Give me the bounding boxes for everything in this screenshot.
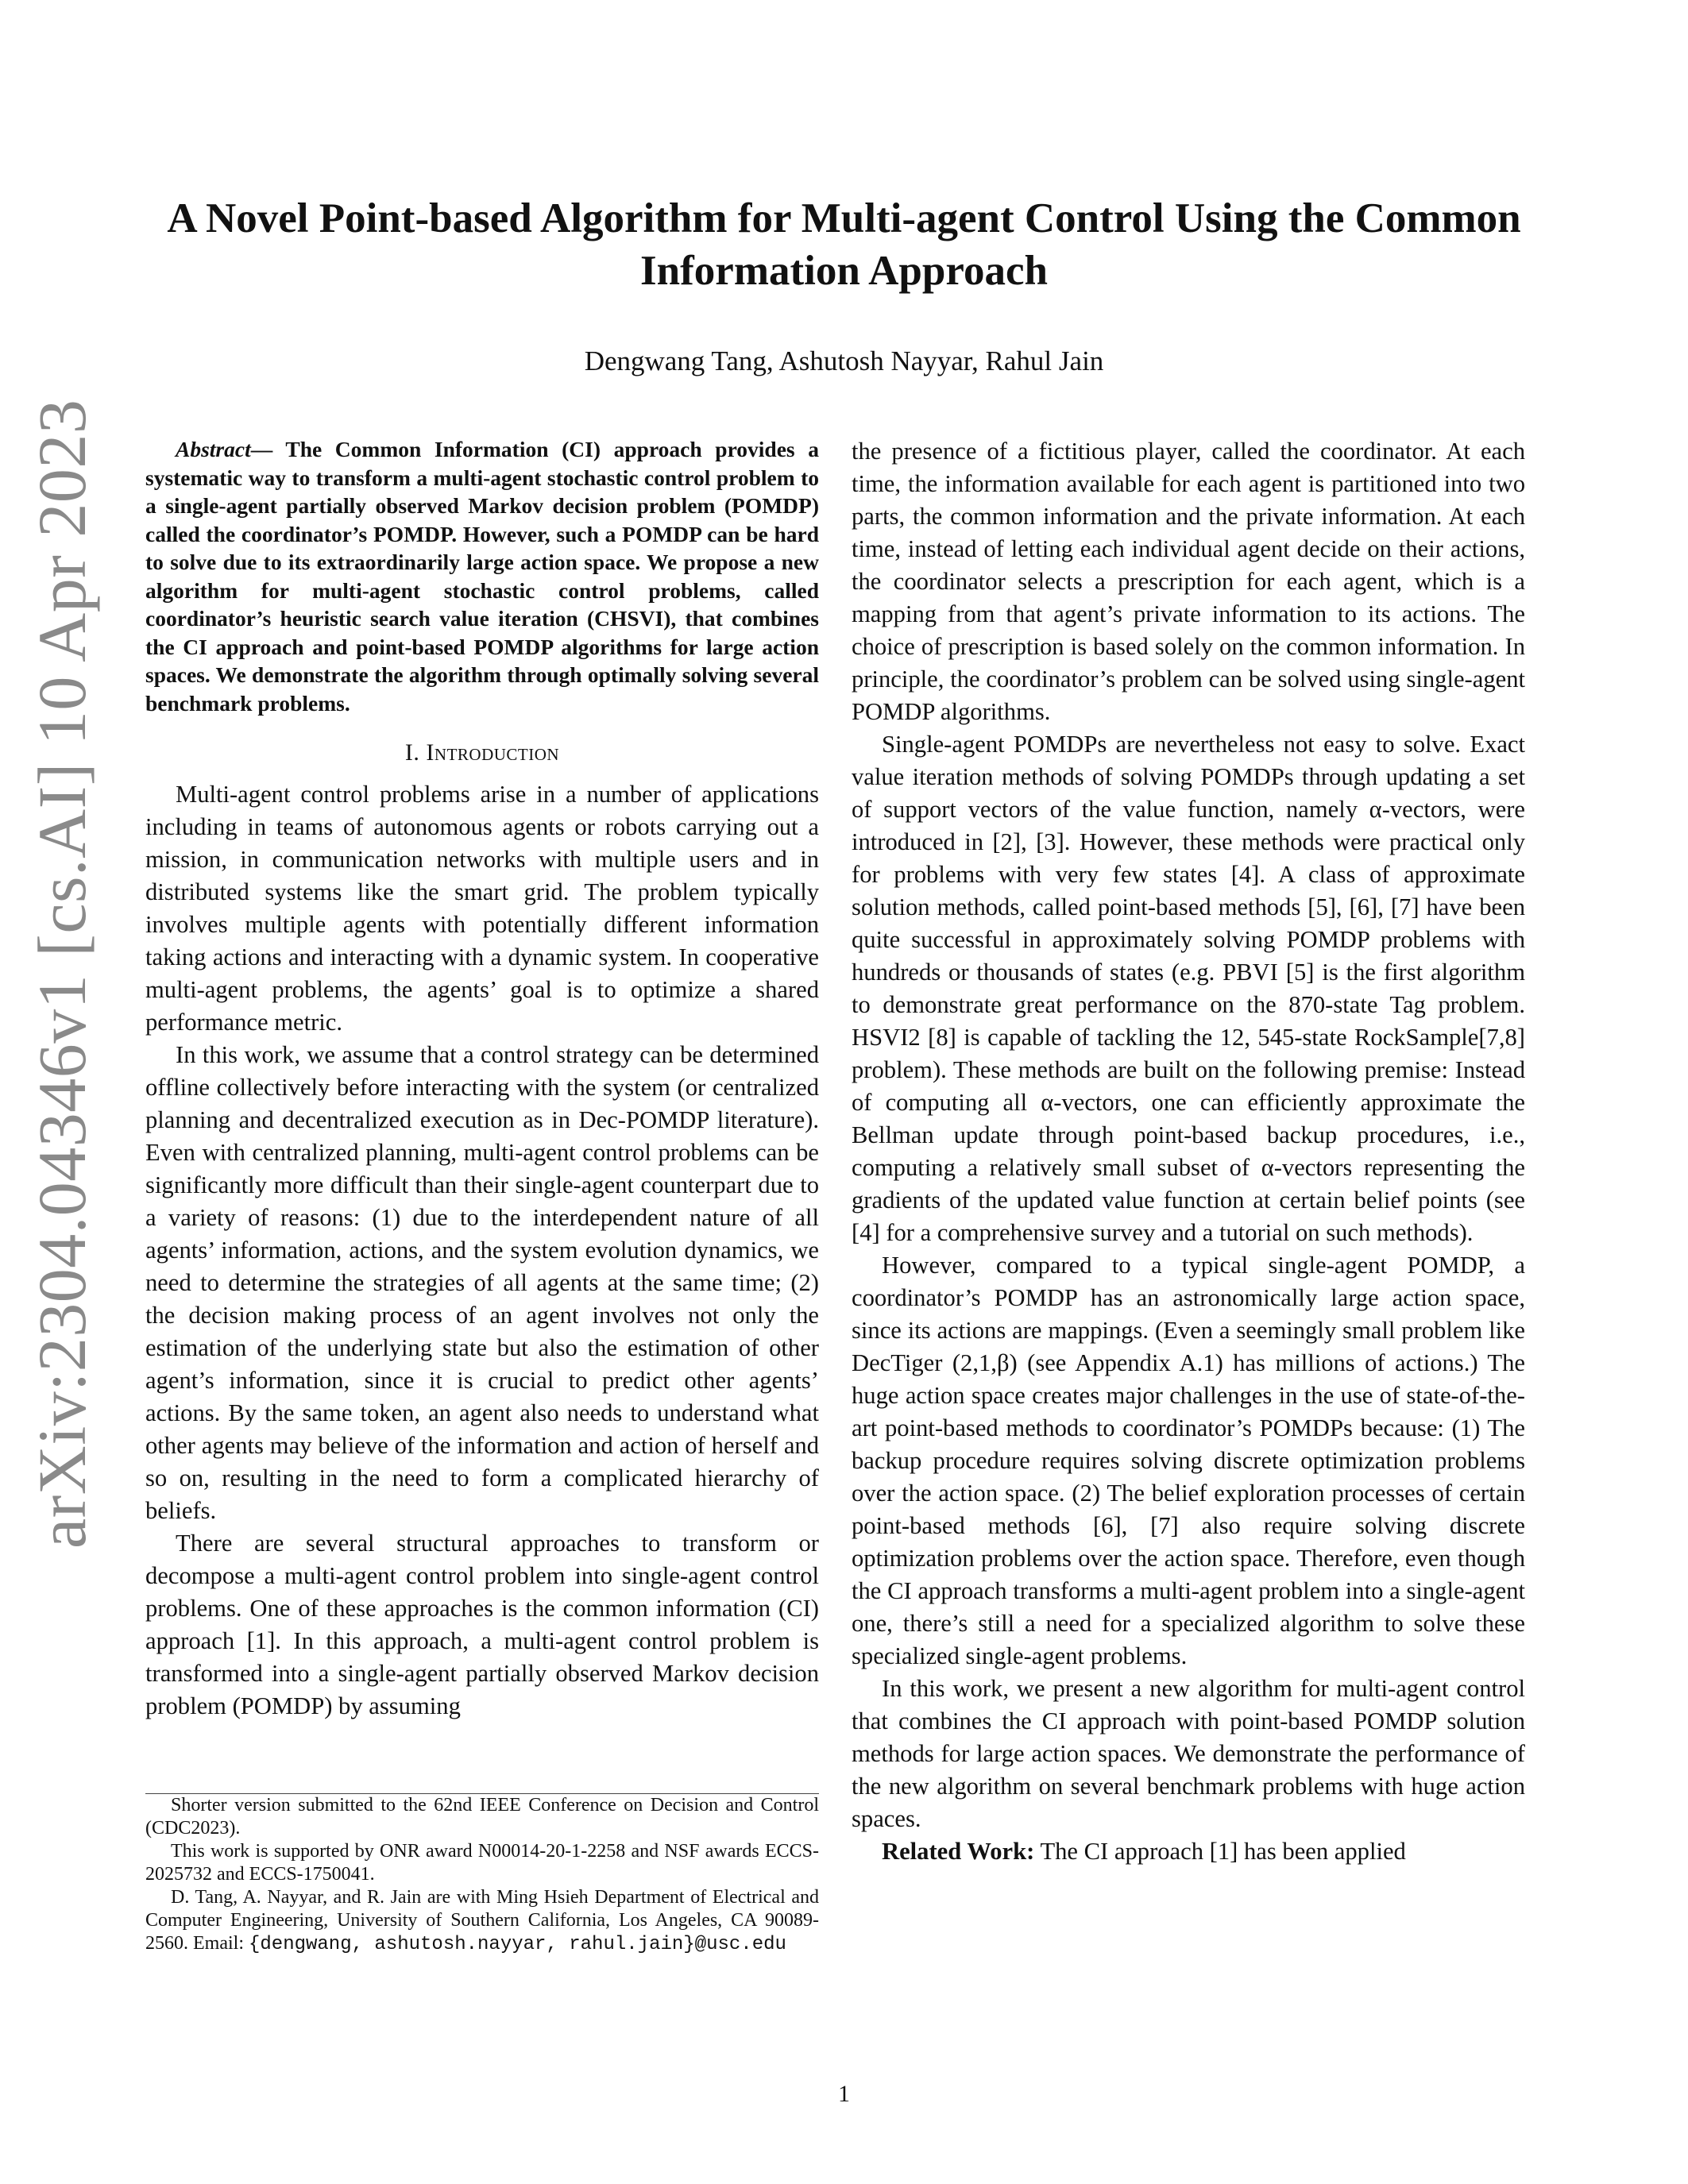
right-column xyxy=(852,435,1525,1868)
arxiv-sidebar-stamp: arXiv:2304.04346v1 [cs.AI] 10 Apr 2023 xyxy=(24,399,100,1549)
section-number: I. xyxy=(404,739,420,766)
footnote-submission: Shorter version submitted to the 62nd IEEE Conference on Decision and Control (CDC2023). xyxy=(145,1795,819,1839)
abstract xyxy=(145,435,819,717)
related-work-paragraph xyxy=(852,1835,1525,1868)
related-work-text: The CI approach [1] has been applied xyxy=(1034,1838,1406,1865)
right-paragraph-2: Single-agent POMDPs are nevertheless not easy to solve. Exact value iteration methods of solving POMDPs through updating a set of support vectors of the value function, namely α-vectors, were introduced in [2], [3]. However, these methods were practical only for problems with very few states [4]. A class of approximate solution methods, called point-based methods [5], [6], [7] have been quite successful in approximately solving POMDP problems with hundreds or thousands of states (e.g. PBVI [5] is the first algorithm to demonstrate great performance on the 870-state Tag problem. HSVI2 [8] is capable of tackling the 12, 545-state RockSample[7,8] problem). These methods are built on the following premise: Instead of computing all α-vectors, one can efficiently approximate the Bellman update through point-based backup procedures, i.e., computing a relatively small subset of α-vectors representing the gradients of the updated value function at certain belief points (see [4] for a comprehensive survey and a tutorial on such methods). xyxy=(852,731,1525,1246)
footnote-affiliation-text: D. Tang, A. Nayyar, and R. Jain are with Ming Hsieh Department of Electrical and Computer Engineering, University of Southern California, Los Angeles, CA 90089-2560. Email: xyxy=(145,1887,819,1954)
footnote-email: {dengwang, ashutosh.nayyar, rahul.jain}@usc.edu xyxy=(248,1934,786,1955)
footnote-affiliation xyxy=(145,1886,819,1956)
intro-paragraph-2: In this work, we assume that a control strategy can be determined offline collectively before interacting with the system (or centralized planning and decentralized execution as in Dec-POMDP literature). Even with centralized planning, multi-agent control problems can be significantly more difficult than their single-agent counterpart due to a variety of reasons: (1) due to the interdependent nature of all agents’ information, actions, and the system evolution dynamics, we need to determine the strategies of all agents at the same time; (2) the decision making process of an agent involves not only the estimation of the underlying state but also the estimation of other agent’s information, since it is crucial to predict other agents’ actions. By the same token, an agent also needs to understand what other agents may believe of the information and action of herself and so on, resulting in the need to form a complicated hierarchy of beliefs. xyxy=(145,1041,819,1524)
section-title: Introduction xyxy=(426,739,560,766)
intro-paragraph-1: Multi-agent control problems arise in a number of applications including in teams of autonomous agents or robots carrying out a mission, in communication networks with multiple users and in distributed systems like the smart grid. The problem typically involves multiple agents with potentially different information taking actions and interacting with a dynamic system. In cooperative multi-agent problems, the agents’ goal is to optimize a shared performance metric. xyxy=(145,781,819,1036)
right-paragraph-3: However, compared to a typical single-agent POMDP, a coordinator’s POMDP has an astronomically large action space, since its actions are mappings. (Even a seemingly small problem like DecTiger (2,1,β) (see Appendix A.1) has millions of actions.) The huge action space creates major challenges in the use of state-of-the-art point-based methods to coordinator’s POMDPs because: (1) The backup procedure requires solving discrete optimization problems over the action space. (2) The belief exploration processes of certain point-based methods [6], [7] also require solving discrete optimization problems over the action space. Therefore, even though the CI approach transforms a multi-agent problem into a single-agent one, there’s still a need for a specialized algorithm to solve these specialized single-agent problems. xyxy=(852,1252,1525,1669)
footnote-funding: This work is supported by ONR award N00014-20-1-2258 and NSF awards ECCS-2025732 and ECCS-1750041. xyxy=(145,1841,819,1885)
related-work-label: Related Work: xyxy=(882,1838,1035,1865)
page-number: 1 xyxy=(838,2081,850,2107)
section-heading-introduction xyxy=(145,736,819,769)
left-column xyxy=(145,435,819,1723)
paper-title: A Novel Point-based Algorithm for Multi-agent Control Using the Common Information Approach xyxy=(167,195,1521,294)
footnotes xyxy=(145,1793,819,1956)
right-paragraph-1: the presence of a fictitious player, called the coordinator. At each time, the information available for each agent is partitioned into two parts, the common information and the private information. At each time, instead of letting each individual agent decide on their actions, the coordinator selects a prescription for each agent, which is a mapping from that agent’s private information to its actions. The choice of prescription is based solely on the common information. In principle, the coordinator’s problem can be solved using single-agent POMDP algorithms. xyxy=(852,438,1525,725)
paper-authors: Dengwang Tang, Ashutosh Nayyar, Rahul Jain xyxy=(584,345,1104,376)
abstract-text: — The Common Information (CI) approach provides a systematic way to transform a multi-agent stochastic control problem to a single-agent partially observed Markov decision problem (POMDP) called the coordinator’s POMDP. However, such a POMDP can be hard to solve due to its extraordinarily large action space. We propose a new algorithm for multi-agent stochastic control problems, called coordinator’s heuristic search value iteration (CHSVI), that combines the CI approach and point-based POMDP algorithms for large action spaces. We demonstrate the algorithm through optimally solving several benchmark problems. xyxy=(145,437,819,716)
intro-paragraph-3: There are several structural approaches to transform or decompose a multi-agent control problem into single-agent control problems. One of these approaches is the common information (CI) approach [1]. In this approach, a multi-agent control problem is transformed into a single-agent partially observed Markov decision problem (POMDP) by assuming xyxy=(145,1530,819,1719)
abstract-label: Abstract xyxy=(176,437,251,461)
right-paragraph-4: In this work, we present a new algorithm for multi-agent control that combines the CI approach with point-based POMDP solution methods for large action spaces. We demonstrate the performance of the new algorithm on several benchmark problems with huge action spaces. xyxy=(852,1675,1525,1832)
